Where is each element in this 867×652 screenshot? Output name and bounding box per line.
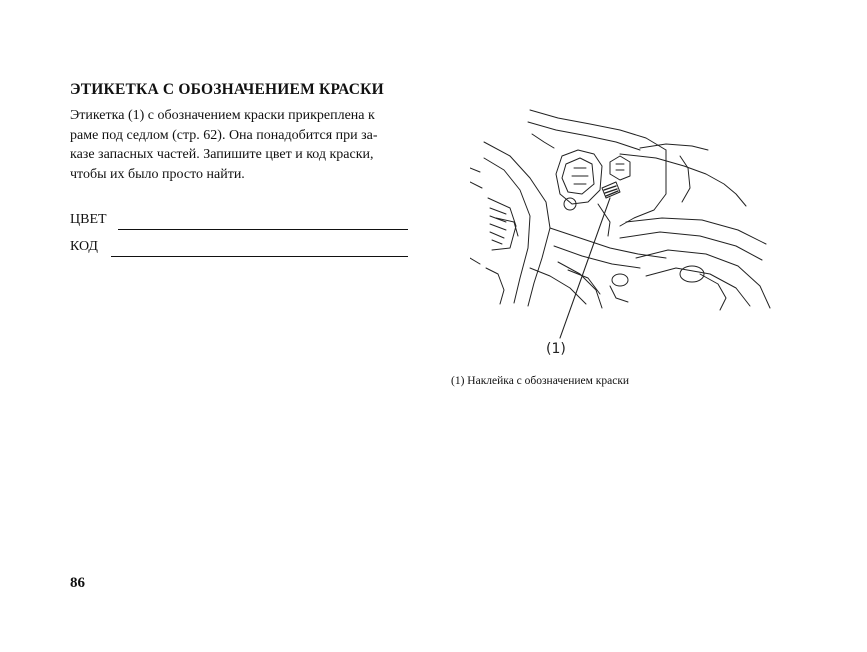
code-label: КОД — [70, 239, 98, 254]
color-label: ЦВЕТ — [70, 212, 107, 227]
page-number: 86 — [70, 575, 85, 591]
section-title: ЭТИКЕТКА С ОБОЗНАЧЕНИЕМ КРАСКИ — [70, 81, 384, 98]
section-body — [70, 106, 420, 184]
body-line: чтобы их было просто найти. — [70, 166, 245, 182]
motorcycle-frame-illustration — [470, 98, 780, 368]
body-line: казе запасных частей. Запишите цвет и код краски, — [70, 147, 374, 162]
code-input-line[interactable] — [111, 256, 408, 257]
body-line: Этикетка (1) с обозначением краски прикреплена к — [70, 108, 375, 123]
body-line: раме под седлом (стр. 62). Она понадобится при за- — [70, 127, 378, 143]
color-input-line[interactable] — [118, 229, 408, 230]
code-field — [70, 239, 410, 259]
figure-caption: (1) Наклейка с обозначением краски — [451, 375, 630, 387]
color-field — [70, 212, 410, 232]
figure-callout: (1) — [546, 341, 566, 357]
